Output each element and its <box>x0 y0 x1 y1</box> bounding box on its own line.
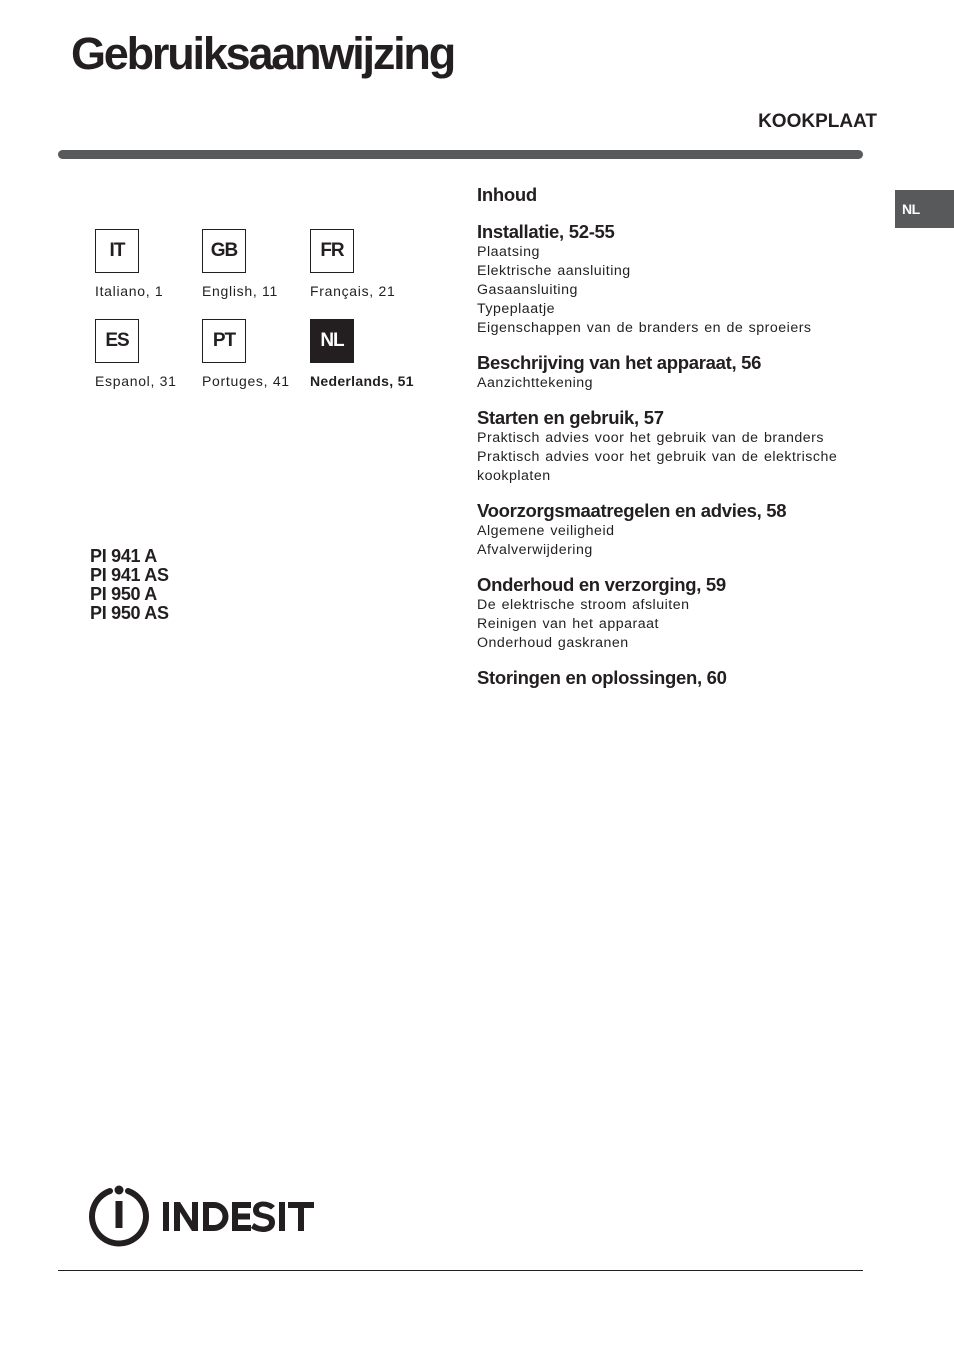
toc-section-title[interactable]: Installatie, 52-55 <box>477 221 615 242</box>
language-option-gb[interactable] <box>202 229 312 300</box>
toc-section-installatie <box>477 221 867 338</box>
language-option-nl[interactable] <box>310 319 420 390</box>
language-option-it[interactable] <box>95 229 205 300</box>
language-option-fr[interactable] <box>310 229 420 300</box>
language-code-box: ES <box>95 319 139 363</box>
toc-item[interactable]: Elektrische aansluiting <box>477 263 631 279</box>
language-label: Espanol, 31 <box>95 373 177 389</box>
model-number: PI 950 AS <box>90 603 169 623</box>
toc-section-storingen <box>477 667 867 689</box>
toc-item[interactable]: Onderhoud gaskranen <box>477 635 629 651</box>
toc-item[interactable]: Plaatsing <box>477 244 540 260</box>
toc-section-voorzorgsmaatregelen <box>477 500 867 560</box>
toc-section-title[interactable]: Starten en gebruik, 57 <box>477 407 664 428</box>
toc-item[interactable]: Eigenschappen van de branders en de sproeiers <box>477 320 812 336</box>
toc-section-title[interactable]: Storingen en oplossingen, 60 <box>477 667 727 688</box>
toc-item[interactable]: Reinigen van het apparaat <box>477 616 659 632</box>
language-code-box: IT <box>95 229 139 273</box>
language-option-pt[interactable] <box>202 319 312 390</box>
indesit-logo <box>88 1183 320 1254</box>
toc-item[interactable]: Afvalverwijdering <box>477 542 593 558</box>
page-title: Gebruiksaanwijzing <box>71 28 455 79</box>
product-type: KOOKPLAAT <box>758 111 877 132</box>
language-label: Nederlands, 51 <box>310 373 414 389</box>
language-code-box: GB <box>202 229 246 273</box>
toc-heading: Inhoud <box>477 184 537 205</box>
toc-item[interactable]: Algemene veiligheid <box>477 523 615 539</box>
indesit-i-logo-icon <box>88 1183 320 1249</box>
header-divider-bar <box>58 150 863 159</box>
model-number: PI 950 A <box>90 584 157 604</box>
toc-item[interactable]: Praktisch advies voor het gebruik van de branders <box>477 430 824 446</box>
toc-section-onderhoud <box>477 574 867 653</box>
toc-item[interactable]: Gasaansluiting <box>477 282 578 298</box>
language-label: Portuges, 41 <box>202 373 290 389</box>
language-tab: NL <box>895 190 954 228</box>
language-label: Français, 21 <box>310 283 396 299</box>
toc-section-title[interactable]: Voorzorgsmaatregelen en advies, 58 <box>477 500 787 521</box>
language-option-es[interactable] <box>95 319 205 390</box>
toc-item[interactable]: De elektrische stroom afsluiten <box>477 597 690 613</box>
toc-section-title[interactable]: Beschrijving van het apparaat, 56 <box>477 352 762 373</box>
toc-section-starten <box>477 407 867 486</box>
language-code-box: NL <box>310 319 354 363</box>
model-list <box>90 547 169 623</box>
toc-section-beschrijving <box>477 352 867 393</box>
toc-item[interactable]: Typeplaatje <box>477 301 556 317</box>
model-number: PI 941 A <box>90 546 157 566</box>
language-label: English, 11 <box>202 283 278 299</box>
toc-item[interactable]: Praktisch advies voor het gebruik van de elektrische kookplaten <box>477 449 838 484</box>
footer-divider <box>58 1270 863 1271</box>
language-label: Italiano, 1 <box>95 283 164 299</box>
language-code-box: FR <box>310 229 354 273</box>
toc-section-title[interactable]: Onderhoud en verzorging, 59 <box>477 574 726 595</box>
table-of-contents <box>477 183 867 689</box>
toc-item[interactable]: Aanzichttekening <box>477 375 594 391</box>
model-number: PI 941 AS <box>90 565 169 585</box>
language-code-box: PT <box>202 319 246 363</box>
